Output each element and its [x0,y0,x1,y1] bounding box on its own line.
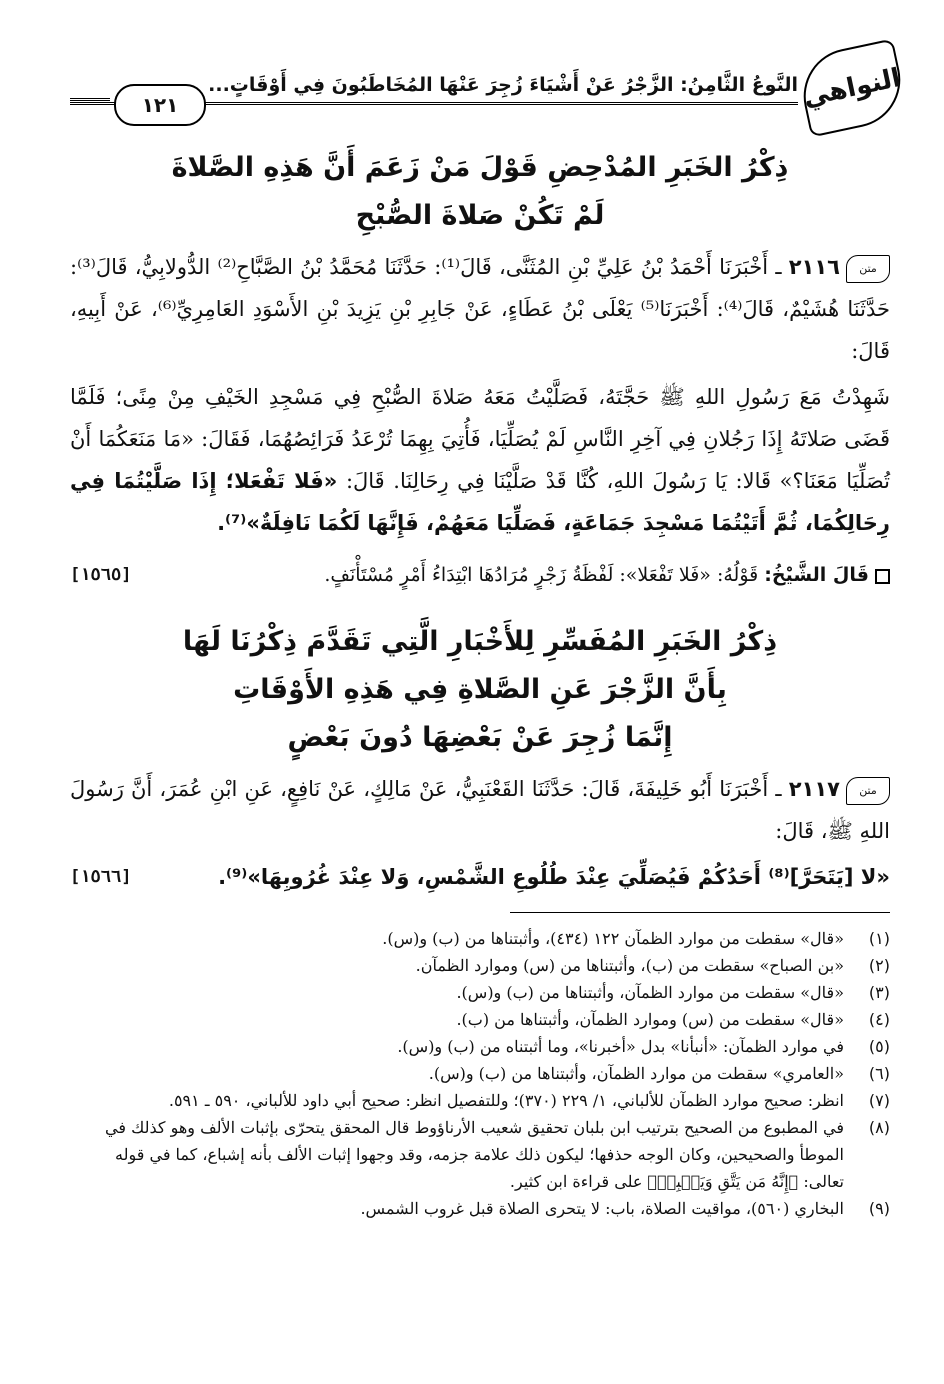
footnote-number: (٣) [868,983,890,1002]
footnote-text: انظر: صحيح موارد الظمآن للألباني، ١/ ٢٢٩ (٣٧٠)؛ وللتفصيل انظر: صحيح أبي داود للألباني، ٥٩٠ ـ ٥٩١. [168,1091,844,1110]
hadith-marker-icon: متن [846,777,890,805]
reference-number: [١٥٦٥] [70,565,132,585]
section-heading-line: ذِكْرُ الخَبَرِ المُفَسِّرِ لِلأَخْبَارِ الَّتِي تَقَدَّمَ ذِكْرُنَا لَهَا [182,626,778,657]
footnote-item [70,925,890,952]
isnad-text: ـ أَخْبَرَنَا أَبُو خَلِيفَةَ، قَالَ: حَدَّثَنَا القَعْنَبِيُّ، عَنْ مَالِكٍ، عَنْ نَافِعٍ، عَنِ ابْنِ عُمَرَ، أَنَّ رَسُولَ اللهِ ﷺ، قَالَ: [70,777,890,843]
book-page [70,40,904,1360]
section-1 [70,144,890,596]
footnote-text: «قال» سقطت من موارد الظمآن، وأثبتناها من (ب) و(س). [456,983,844,1002]
section-heading-line: بِأَنَّ الزَّجْرَ عَنِ الصَّلاةِ فِي هَذِهِ الأَوْقَاتِ [233,674,727,705]
hadith-isnad [70,246,890,372]
matn-quote: «فَلا تَفْعَلا؛ إِذَا صَلَّيْتُمَا فِي رِحَالِكُمَا، ثُمَّ أَتَيْتُمَا مَسْجِدَ جَمَاعَةٍ، فَصَلِّيَا مَعَهُمْ، فَإِنَّهَا لَكُمَا نَافِلَةٌ»⁽⁷⁾. [70,469,890,535]
section-2 [70,618,890,898]
footnote-item [70,1033,890,1060]
footnote-item [70,1060,890,1087]
hadith-number: ٢١١٧ [788,777,840,801]
square-bullet-icon [875,569,890,584]
hadith-matn [70,856,890,898]
footnote-text: «العامري» سقطت من موارد الظمآن، وأثبتناها من (ب) و(س). [428,1064,844,1083]
footnotes-list [70,925,890,1222]
footnote-item [70,1195,890,1222]
footnote-item [70,979,890,1006]
section-heading-line: إِنَّمَا زُجِرَ عَنْ بَعْضِهَا دُونَ بَعْضٍ [287,722,673,753]
page-number: ١٢١ [114,84,206,126]
sheikh-comment-text: قَوْلُهُ: «فَلا تَفْعَلا»: لَفْظَةُ زَجْرٍ مُرَادُهَا ابْتِدَاءُ أَمْرٍ مُسْتَأْنَفٍ. [324,564,759,586]
footnote-text: «بن الصباح» سقطت من (ب)، وأثبتناها من (س) وموارد الظمآن. [415,956,844,975]
matn-text: شَهِدْتُ مَعَ رَسُولِ اللهِ ﷺ حَجَّتَهُ، فَصَلَّيْتُ مَعَهُ صَلاةَ الصُّبْحِ فِي مَسْجِدِ الخَيْفِ مِنْ مِنًى؛ فَلَمَّا قَضَى صَلاتَهُ إِذَا رَجُلانِ فِي آخِرِ النَّاسِ لَمْ يُصَلِّيَا، فَأُتِيَ بِهِمَا تُرْعَدُ فَرَائِصُهُمَا، فَقَالَ: «مَا مَنَعَكُمَا أَنْ تُصَلِّيَا مَعَنَا؟» قَالا: يَا رَسُولَ اللهِ، كُنَّا قَدْ صَلَّيْنَا فِي رِحَالِنَا. قَالَ: [70,385,890,493]
footnote-number: (٧) [868,1091,890,1110]
footnote-item [70,1087,890,1114]
matn-quote: «لا [يَتَحَرَّ]⁽⁸⁾ أَحَدُكُمْ فَيُصَلِّيَ عِنْدَ طُلُوعِ الشَّمْسِ، وَلا عِنْدَ غُرُوبِهَا»⁽⁹⁾. [218,865,890,889]
footnote-number: (٦) [868,1064,890,1083]
section-heading-line: ذِكْرُ الخَبَرِ المُدْحِضِ قَوْلَ مَنْ زَعَمَ أَنَّ هَذِهِ الصَّلاةَ [171,152,789,183]
header-side-rule [70,98,110,101]
footnote-text: البخاري (٥٦٠)، مواقيت الصلاة، باب: لا يتحرى الصلاة قبل غروب الشمس. [360,1199,844,1218]
reference-number: [١٥٦٦] [70,867,132,887]
footnote-text: «قال» سقطت من (س) وموارد الظمآن، وأثبتناها من (ب). [456,1010,844,1029]
running-title: النَّوعُ الثَّامِنُ: الزَّجْرُ عَنْ أَشْيَاءَ زُجِرَ عَنْهَا المُخَاطَبُونَ فِي أَوْقَاتٍ... [208,74,798,96]
footnote-number: (٩) [868,1199,890,1218]
footnote-text: في المطبوع من الصحيح بترتيب ابن بلبان تحقيق شعيب الأرناؤوط قال المحقق يتحرّى بإثبات الألف وهو كذلك في الموطأ والصحيحين، وكان الوجه حذفها؛ ليكون ذلك علامة جزمه، وقد وجهوا إثبات الألف بأنه إشباع، كما في قوله تعالى: ﴿إِنَّهُ مَن يَتَّقِ وَيَصۡبِرۡ﴾ على قراءة ابن كثير. [105,1118,844,1191]
section-heading-line: لَمْ تَكُنْ صَلاةَ الصُّبْحِ [355,200,605,231]
footnote-number: (١) [868,929,890,948]
footnote-number: (٥) [868,1037,890,1056]
hadith-number: ٢١١٦ [788,255,840,279]
footnote-item [70,952,890,979]
footnote-number: (٨) [868,1118,890,1137]
footnote-number: (٤) [868,1010,890,1029]
hadith-marker-icon: متن [846,255,890,283]
footnote-item [70,1114,890,1195]
page-header [70,40,904,122]
footnote-separator [510,912,890,913]
hadith-matn [70,376,890,544]
hadith-isnad [70,768,890,852]
footnote-text: «قال» سقطت من موارد الظمآن ١٢٢ (٤٣٤)، وأثبتناها من (ب) و(س). [382,929,844,948]
isnad-text: ـ أَخْبَرَنَا أَحْمَدُ بْنُ عَلِيِّ بْنِ المُثَنَّى، قَالَ⁽¹⁾: حَدَّثَنَا مُحَمَّدُ بْنُ الصَّبَّاحِ⁽²⁾ الدُّولابِيُّ، قَالَ⁽³⁾: حَدَّثَنَا هُشَيْمٌ، قَالَ⁽⁴⁾: أَخْبَرَنَا⁽⁵⁾ يَعْلَى بْنُ عَطَاءٍ، عَنْ جَابِرِ بْنِ يَزِيدَ بْنِ الأَسْوَدِ العَامِرِيِّ⁽⁶⁾، عَنْ أَبِيهِ، قَالَ: [70,255,890,363]
footnote-item [70,1006,890,1033]
section-emblem: النواهي [795,38,909,137]
sheikh-label: قَالَ الشَّيْخُ: [764,564,869,586]
page-content [70,144,890,1222]
footnote-text: في موارد الظمآن: «أنبأنا» بدل «أخبرنا»، وما أثبتناه من (ب) و(س). [397,1037,844,1056]
footnote-number: (٢) [868,956,890,975]
sheikh-comment [70,554,890,596]
